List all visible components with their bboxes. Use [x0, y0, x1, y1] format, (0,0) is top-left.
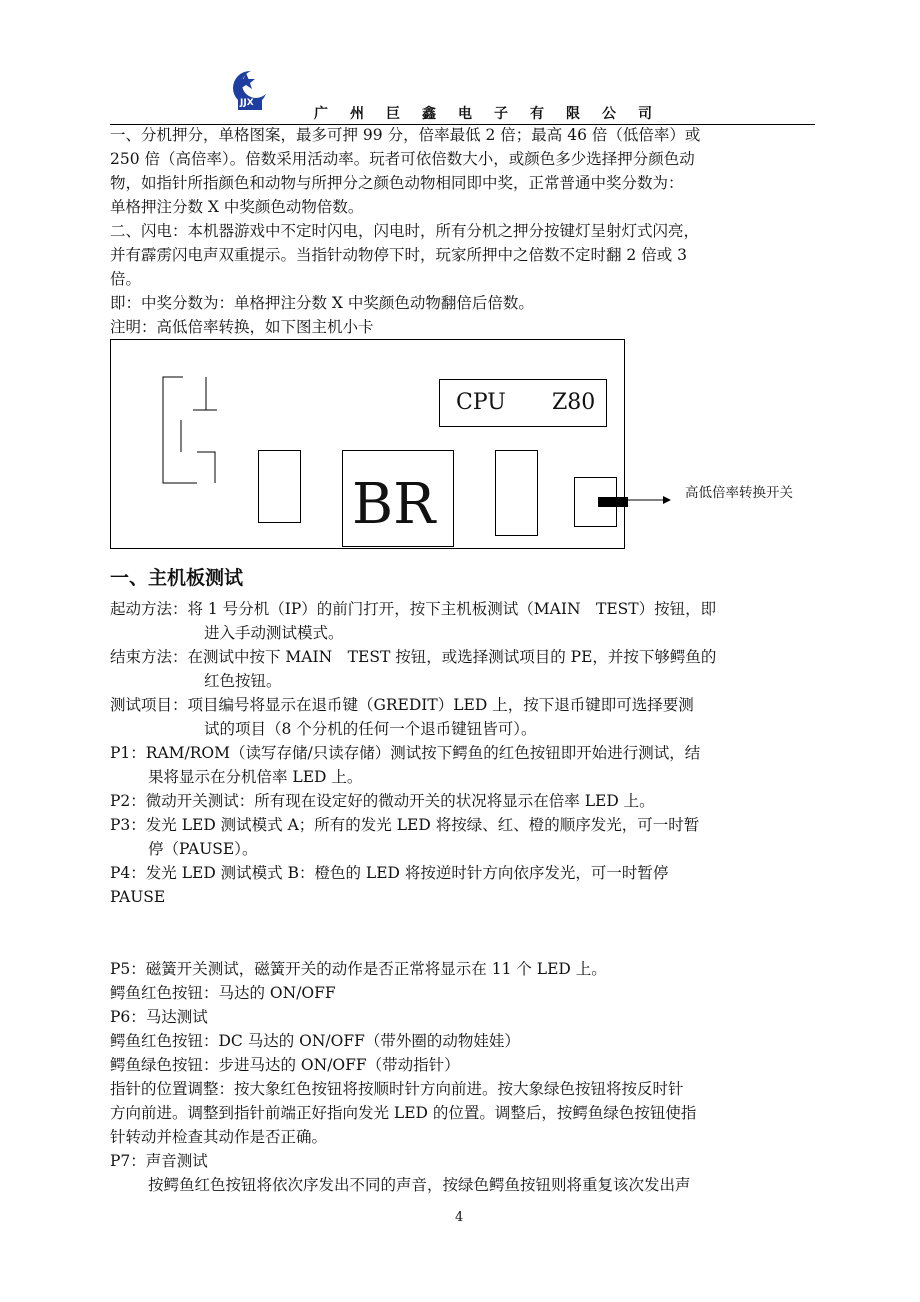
section-title: 一、主机板测试 [110, 567, 244, 589]
body-line: P1：RAM/ROM（读写存储/只读存储）测试按下鳄鱼的红色按钮即开始进行测试，结 [110, 744, 701, 762]
intro-line: 物，如指针所指颜色和动物与所押分之颜色动物相同即中奖，正常普通中奖分数为： [110, 174, 684, 192]
br-chip [342, 450, 454, 547]
body-line: P4：发光 LED 测试模式 B：橙色的 LED 将按逆时针方向依序发光，可一时暂停 [110, 864, 669, 882]
board-diagram [110, 339, 625, 549]
body-line: 红色按钮。 [204, 672, 282, 690]
cpu-label: CPU [456, 390, 506, 415]
body-line: 鳄鱼红色按钮：马达的 ON/OFF [110, 984, 336, 1002]
body-line: 按鳄鱼红色按钮将依次序发出不同的声音，按绿色鳄鱼按钮则将重复该次发出声 [148, 1176, 691, 1194]
switch-lever [598, 497, 628, 507]
body-line: P5：磁簧开关测试，磁簧开关的动作是否正常将显示在 11 个 LED 上。 [110, 960, 607, 978]
intro-line: 注明：高低倍率转换，如下图主机小卡 [110, 318, 374, 336]
body-line: 鳄鱼绿色按钮：步进马达的 ON/OFF（带动指针） [110, 1056, 460, 1074]
intro-line: 250 倍（高倍率）。倍数采用活动率。玩者可依倍数大小，或颜色多少选择押分颜色动 [110, 150, 695, 168]
arrow-icon [625, 490, 675, 510]
body-line: 鳄鱼红色按钮：DC 马达的 ON/OFF（带外圈的动物娃娃） [110, 1032, 520, 1050]
body-line: 停（PAUSE）。 [148, 840, 258, 858]
logo-text: JJX [240, 98, 254, 108]
intro-line: 并有霹雳闪电声双重提示。当指针动物停下时，玩家所押中之倍数不定时翻 2 倍或 3 [110, 246, 688, 264]
z80-label: Z80 [552, 390, 596, 415]
intro-line: 一、分机押分，单格图案，最多可押 99 分，倍率最低 2 倍；最高 46 倍（低倍率）或 [110, 126, 701, 144]
company-name: 广州巨鑫电子有限公司 [314, 106, 674, 122]
cpu-chip [439, 379, 607, 427]
switch-label: 高低倍率转换开关 [685, 485, 793, 501]
body-line: 针转动并检查其动作是否正确。 [110, 1128, 328, 1146]
page-number: 4 [455, 1210, 464, 1225]
body-line: P3：发光 LED 测试模式 A；所有的发光 LED 将按绿、红、橙的顺序发光，可一时暂 [110, 816, 700, 834]
br-label: BR [352, 472, 436, 537]
body-line: P2：微动开关测试：所有现在设定好的微动开关的状况将显示在倍率 LED 上。 [110, 792, 655, 810]
intro-line: 二、闪电：本机器游戏中不定时闪电，闪电时，所有分机之押分按键灯呈射灯式闪亮， [110, 222, 700, 240]
body-line: PAUSE [110, 888, 166, 906]
body-line: 起动方法：将 1 号分机（IP）的前门打开，按下主机板测试（MAIN TEST）按钮，即 [110, 600, 717, 618]
intro-line: 倍。 [110, 270, 142, 288]
body-line: 进入手动测试模式。 [204, 624, 344, 642]
intro-line: 即：中奖分数为：单格押注分数 X 中奖颜色动物翻倍后倍数。 [110, 294, 534, 312]
body-line: 结束方法：在测试中按下 MAIN TEST 按钮，或选择测试项目的 PE，并按下够鳄鱼的 [110, 648, 717, 666]
chip-left [258, 450, 301, 523]
company-logo [230, 68, 270, 114]
body-line: 试的项目（8 个分机的任何一个退币键钮皆可）。 [204, 720, 537, 738]
body-line: 果将显示在分机倍率 LED 上。 [148, 768, 363, 786]
intro-line: 单格押注分数 X 中奖颜色动物倍数。 [110, 198, 364, 216]
chip-right [495, 450, 538, 536]
body-line: P6：马达测试 [110, 1008, 208, 1026]
switch-box [574, 477, 617, 527]
body-line: 方向前进。调整到指针前端正好指向发光 LED 的位置。调整后，按鳄鱼绿色按钮使指 [110, 1104, 697, 1122]
body-line: 指针的位置调整：按大象红色按钮将按顺时针方向前进。按大象绿色按钮将按反时针 [110, 1080, 684, 1098]
body-line: 测试项目：项目编号将显示在退币键（GREDIT）LED 上，按下退币键即可选择要测 [110, 696, 694, 714]
body-line: P7：声音测试 [110, 1152, 208, 1170]
